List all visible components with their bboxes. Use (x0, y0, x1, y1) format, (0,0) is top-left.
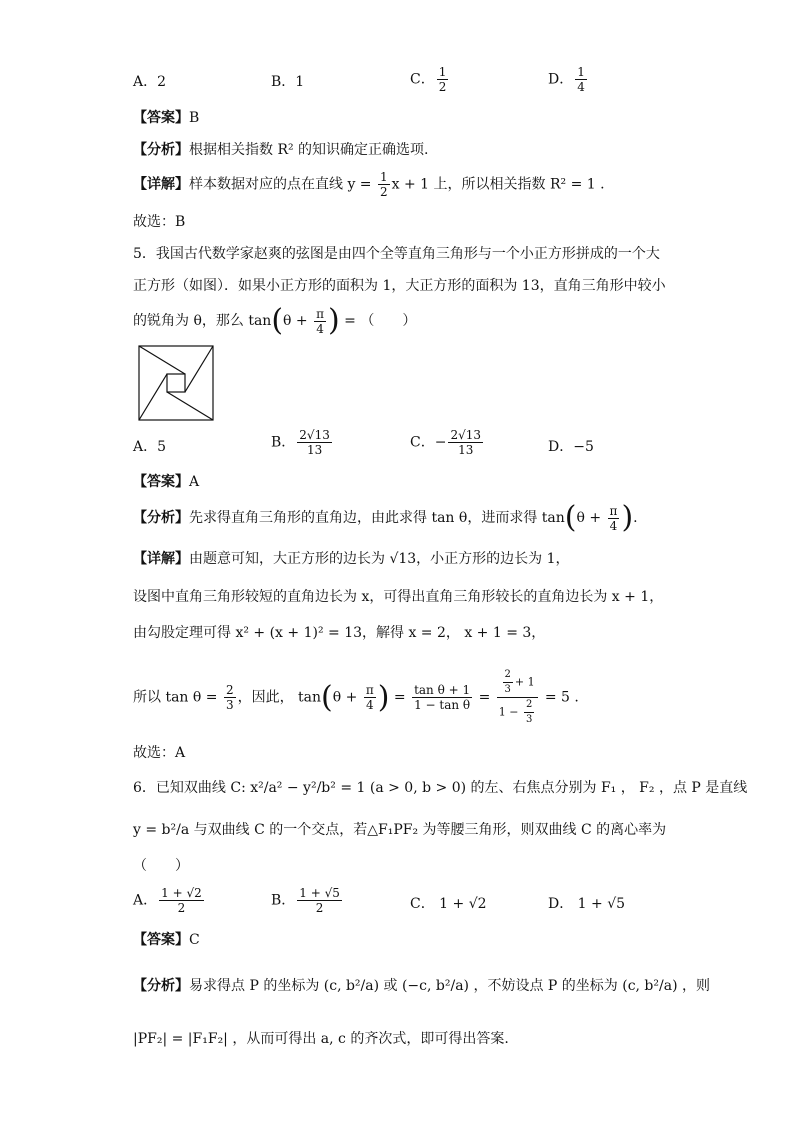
q5-stem-line3: 的锐角为 θ，那么 tan(θ + $\frac{\pi}{4}$ ) = （ ） (133, 303, 417, 338)
q4-option-a: A．2 (133, 74, 167, 90)
q6-option-d: D． 1 + √5 (548, 896, 626, 912)
triangle-edge-2 (185, 346, 213, 392)
q4-option-b: B．1 (271, 74, 305, 90)
small-square (167, 374, 185, 392)
q5-option-b: B． $\frac{2√13}{13}$ (271, 428, 330, 457)
zhao-shuang-diagram (138, 345, 214, 421)
q6-option-a: A． $\frac{1 + √2}{2}$ (133, 886, 202, 915)
q6-analysis-line2: |PF₂| = |F₁F₂| ，从而可得出 a, c 的齐次式，即可得出答案. (133, 1031, 509, 1047)
q4-option-d-fraction: $\frac{1}{4}$ (577, 65, 585, 94)
triangle-edge-1 (139, 346, 185, 374)
triangle-edge-4 (139, 374, 167, 420)
q5-analysis: 【分析】先求得直角三角形的直角边，由此求得 tan θ，进而求得 tan(θ + $\frac{\pi}{4}$ ). (133, 500, 638, 535)
q4-answer: 【答案】B (133, 110, 200, 126)
q4-choose: 故选：B (133, 214, 186, 230)
q5-option-a: A．5 (133, 439, 167, 455)
q5-detail-line2: 设图中直角三角形较短的直角边长为 x，可得出直角三角形较长的直角边长为 x + 1， (133, 589, 664, 605)
q5-detail-line3: 由勾股定理可得 x² + (x + 1)² = 13，解得 x = 2， x + 1 = 3， (133, 625, 546, 641)
q6-answer: 【答案】C (133, 932, 200, 948)
q5-option-d: D．−5 (548, 439, 594, 455)
q5-stem-line1: 5．我国古代数学家赵爽的弦图是由四个全等直角三角形与一个小正方形拼成的一个大 (133, 246, 660, 262)
q6-stem-line2: y = b²/a 与双曲线 C 的一个交点，若△F₁PF₂ 为等腰三角形，则双曲线 C 的离心率为 (133, 822, 667, 838)
q5-detail-line4: 所以 tan θ = $\frac{2}{3}$ ，因此， tan(θ + $\frac{\pi}{4}$ ) = $\frac{\text{tan θ + 1}}{\text{1 − tan θ}}$ = $\frac{2}{3}$ + 1 1 − $\frac{2}{3}$ = 5 . (133, 669, 579, 725)
q5-answer: 【答案】A (133, 474, 200, 490)
q4-option-d: D． $\frac{1}{4}$ (548, 65, 585, 94)
q6-analysis-line1: 【分析】易求得点 P 的坐标为 (c, b²/a) 或 (−c, b²/a) ，不妨设点 P 的坐标为 (c, b²/a) ，则 (133, 978, 710, 994)
q5-detail-line1: 【详解】由题意可知，大正方形的边长为 √13，小正方形的边长为 1， (133, 551, 570, 567)
q4-option-c-fraction: $\frac{1}{2}$ (438, 65, 447, 94)
large-square (139, 346, 213, 420)
triangle-edge-3 (167, 392, 213, 420)
q5-stem-line2: 正方形（如图）．如果小正方形的面积为 1，大正方形的面积为 13，直角三角形中较小 (133, 278, 666, 294)
q6-option-b: B． $\frac{1 + √5}{2}$ (271, 886, 340, 915)
q6-stem-line3: （ ） (133, 858, 189, 874)
q4-analysis: 【分析】根据相关指数 R² 的知识确定正确选项. (133, 142, 429, 158)
q6-stem-line1: 6．已知双曲线 C: x²/a² − y²/b² = 1 (a > 0, b > 0) 的左、右焦点分别为 F₁ ， F₂ ，点 P 是直线 (133, 780, 748, 796)
q5-choose: 故选：A (133, 745, 186, 761)
q4-detail: 【详解】样本数据对应的点在直线 y = $\frac{1}{2}$ x + 1 上，所以相关指数 R² = 1 . (133, 170, 605, 199)
q6-option-c: C． 1 + √2 (410, 896, 487, 912)
q5-option-c: C．− $\frac{2√13}{13}$ (410, 428, 482, 457)
q4-detail-fraction: $\frac{1}{2}$ (380, 170, 388, 199)
q4-option-c: C． $\frac{1}{2}$ (410, 65, 447, 94)
